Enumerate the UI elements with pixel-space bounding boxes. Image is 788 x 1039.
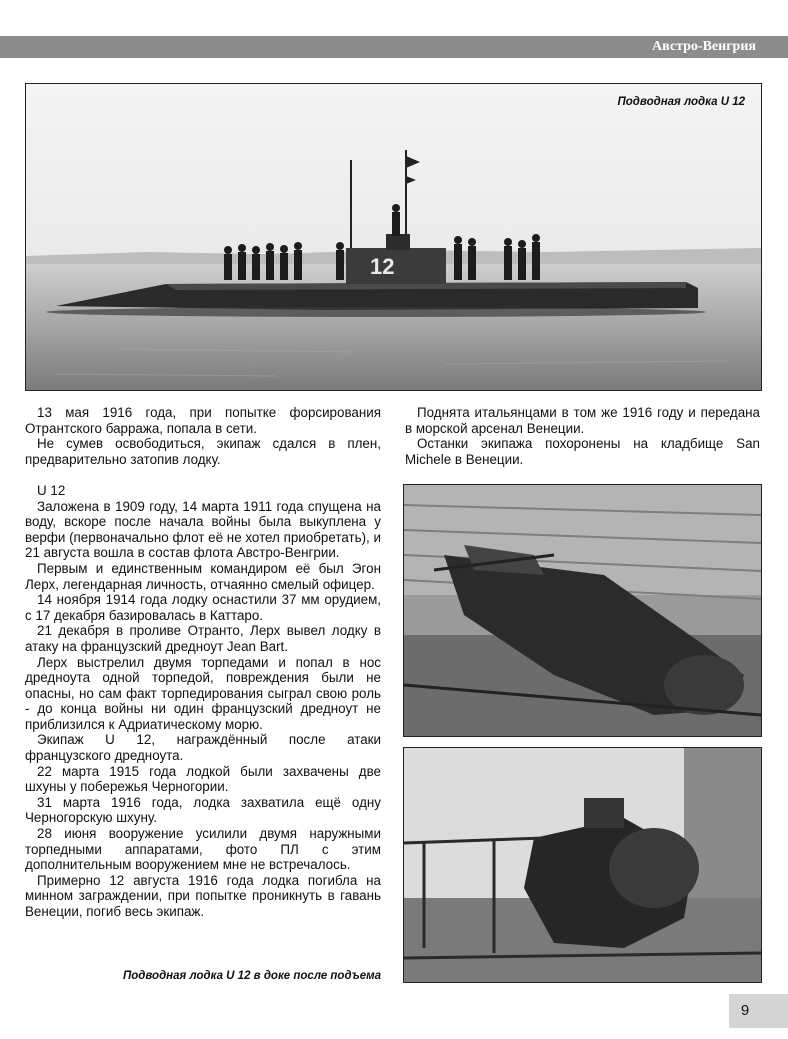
paragraph: Лерх выстрелил двумя торпедами и попал в нос дредноута одной торпедой, повреждения были не опасны, но сам факт торпедирования сыграл свою роль - до конца войны ни один французский дредноут не приблизился к Адриатическому морю. (25, 654, 381, 732)
paragraph: Останки экипажа похоронены на кладбище San Michele в Венеции. (405, 436, 760, 467)
paragraph: Поднята итальянцами в том же 1916 году и передана в морской арсенал Венеции. (405, 405, 760, 436)
paragraph: Первым и единственным командиром её был Эгон Лерх, легендарная личность, отчаянно смелый офицер. (25, 560, 381, 592)
submarine-photo-caption: Подводная лодка U 12 (617, 96, 745, 108)
paragraph: 22 марта 1915 года лодкой были захвачены две шхуны у побережья Черногории. (25, 763, 381, 795)
paragraph: 28 июня вооружение усилили двумя наружными торпедными аппаратами, фото ПЛ с этим дополнительным вооружением мне не встречалось. (25, 826, 381, 873)
dock-photo-2 (403, 747, 762, 983)
paragraph: 13 мая 1916 года, при попытке форсирования Отрантского барража, попала в сети. (25, 405, 381, 436)
header-bar (0, 36, 788, 58)
dock-photo-caption: Подводная лодка U 12 в доке после подъема (122, 970, 381, 982)
right-text-column (405, 405, 760, 467)
left-text-column (25, 405, 381, 920)
paragraph: 14 ноября 1914 года лодку оснастили 37 мм орудием, с 17 декабря базировалась в Каттаро. (25, 592, 381, 623)
dock-photo-2-image (404, 748, 761, 982)
section-title: Австро-Венгрия (652, 39, 756, 54)
submarine-photo-image (26, 84, 761, 390)
dock-photo-1 (403, 484, 762, 737)
paragraph: Заложена в 1909 году, 14 марта 1911 года спущена на воду, вскоре после начала войны была выкуплена у верфи (первоначально флот её не хотел приобретать), и 21 августа вошла в состав флота Австро-Венгрии. (25, 498, 381, 561)
page-number: 9 (740, 1002, 750, 1019)
dock-photo-1-image (404, 485, 761, 736)
page-number-box (729, 994, 788, 1028)
section-subheading: U 12 (37, 482, 66, 498)
submarine-photo (25, 83, 762, 391)
paragraph: Экипаж U 12, награждённый после атаки французского дредноута. (25, 732, 381, 764)
hull-number: 12 (370, 254, 395, 279)
paragraph: Примерно 12 августа 1916 года лодка погибла на минном заграждении, при попытке проникнуть в гавань Венеции, погиб весь экипаж. (25, 872, 381, 919)
paragraph: 21 декабря в проливе Отранто, Лерх вывел лодку в атаку на французский дредноут Jean Bart. (25, 623, 381, 654)
paragraph: Не сумев освободиться, экипаж сдался в плен, предварительно затопив лодку. (25, 436, 381, 467)
paragraph: 31 марта 1916 года, лодка захватила ещё одну Черногорскую шхуну. (25, 794, 381, 826)
